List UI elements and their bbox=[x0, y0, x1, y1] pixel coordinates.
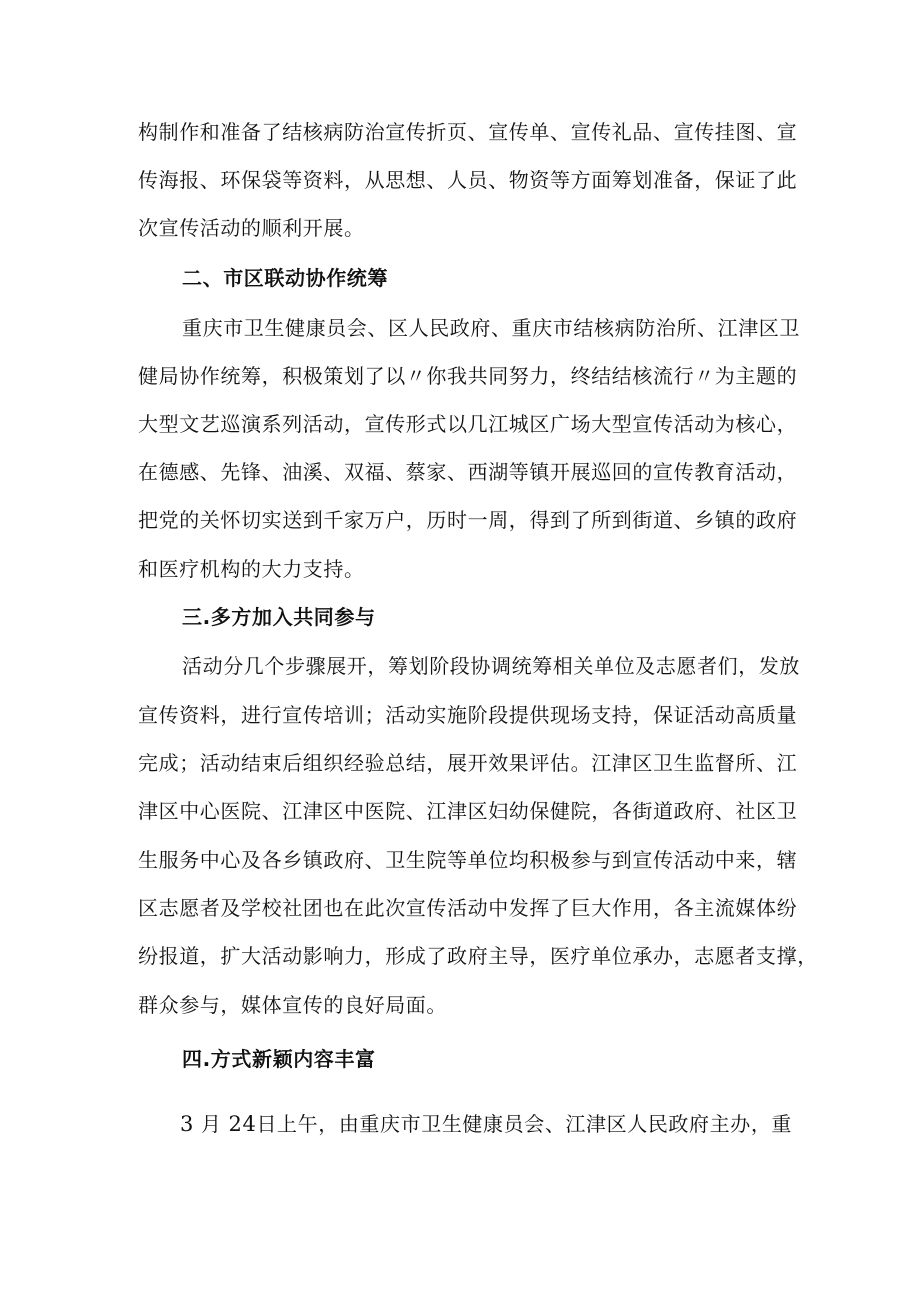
paragraph-line: 生服务中心及各乡镇政府、卫生院等单位均积极参与到宣传活动中来，辖 bbox=[138, 848, 798, 872]
paragraph-line: 活动分几个步骤展开，筹划阶段协调统筹相关单位及志愿者们，发放 bbox=[182, 654, 800, 678]
paragraph-line: 在德感、先锋、油溪、双福、蔡家、西湖等镇开展巡回的宣传教育活动， bbox=[138, 460, 798, 484]
paragraph-line: 大型文艺巡演系列活动，宣传形式以几江城区广场大型宣传活动为核心， bbox=[138, 412, 798, 436]
paragraph-line: 传海报、环保袋等资料，从思想、人员、物资等方面筹划准备，保证了此 bbox=[138, 168, 798, 192]
paragraph-line: 完成；活动结束后组织经验总结，展开效果评估。江津区卫生监督所、江 bbox=[138, 751, 798, 775]
section-heading: 三.多方加入共同参与 bbox=[182, 605, 376, 629]
date-month-unit: 月 bbox=[200, 1112, 222, 1136]
section-heading: 二、市区联动协作统筹 bbox=[182, 266, 388, 290]
paragraph-line: 纷报道，扩大活动影响力，形成了政府主导，医疗单位承办，志愿者支撑， bbox=[138, 944, 818, 968]
paragraph-line: 区志愿者及学校社团也在此次宣传活动中发挥了巨大作用，各主流媒体纷 bbox=[138, 896, 798, 920]
paragraph-line: 次宣传活动的顺利开展。 bbox=[138, 216, 365, 240]
paragraph-line: 和医疗机构的大力支持。 bbox=[138, 557, 365, 581]
paragraph-line: 健局协作统筹，积极策划了以〃你我共同努力，终结结核流行〃为主题的 bbox=[138, 364, 798, 388]
section-heading: 四.方式新颖内容丰富 bbox=[182, 1047, 376, 1071]
paragraph-line: 津区中心医院、江津区中医院、江津区妇幼保健院，各街道政府、社区卫 bbox=[138, 799, 798, 823]
paragraph-line: 重庆市卫生健康员会、区人民政府、重庆市结核病防治所、江津区卫 bbox=[182, 316, 800, 340]
paragraph-text: 日上午，由重庆市卫生健康员会、江津区人民政府主办，重 bbox=[256, 1112, 793, 1136]
date-month: 3 bbox=[180, 1112, 194, 1136]
paragraph-line: 宣传资料，进行宣传培训；活动实施阶段提供现场支持，保证活动高质量 bbox=[138, 703, 798, 727]
date-day: 24 bbox=[228, 1112, 257, 1136]
paragraph-line: 构制作和准备了结核病防治宣传折页、宣传单、宣传礼品、宣传挂图、宣 bbox=[138, 120, 798, 144]
paragraph-line: 把党的关怀切实送到千家万户，历时一周，得到了所到街道、乡镇的政府 bbox=[138, 508, 798, 532]
paragraph-line bbox=[180, 1110, 792, 1138]
paragraph-line: 群众参与，媒体宣传的良好局面。 bbox=[138, 993, 447, 1017]
